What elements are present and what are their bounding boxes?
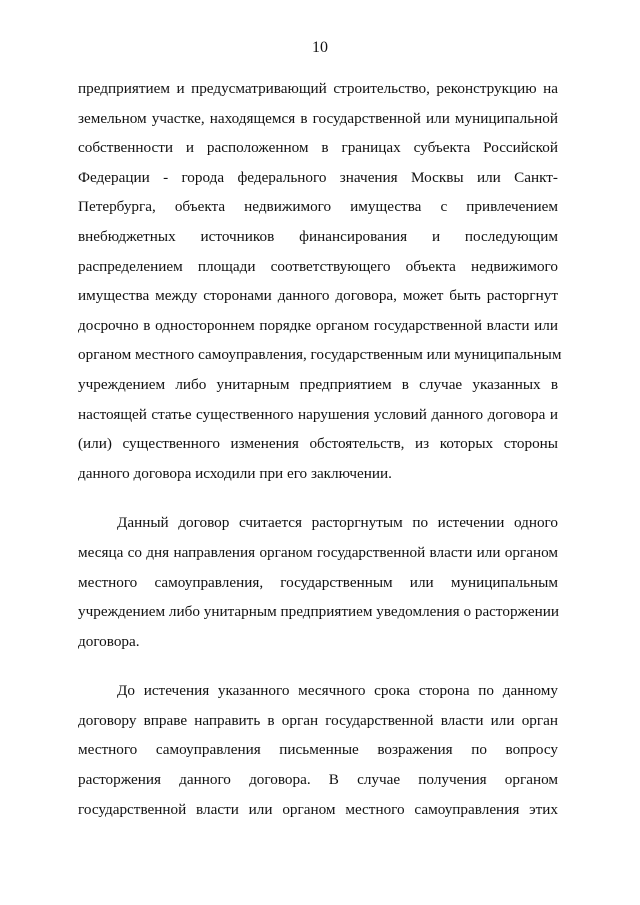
paragraph-2	[78, 508, 558, 656]
text-line: имущества между сторонами данного договора, может быть расторгнут	[78, 287, 558, 305]
document-body	[78, 74, 562, 824]
text-line: местного самоуправления, государственным или муниципальным	[78, 573, 558, 591]
text-line: предприятием и предусматривающий строительство, реконструкцию на	[78, 80, 558, 97]
page-number: 10	[312, 39, 328, 56]
text-line: Федерации - города федерального значения Москвы или Санкт-	[78, 168, 558, 186]
text-line: государственной власти или органом местного самоуправления этих	[78, 800, 558, 818]
text-line: досрочно в одностороннем порядке органом государственной власти или	[78, 316, 558, 334]
text-line: органом местного самоуправления, государственным или муниципальным	[78, 346, 562, 364]
text-line: договору вправе направить в орган государственной власти или орган	[78, 711, 558, 729]
text-line: учреждением либо унитарным предприятием в случае указанных в	[78, 375, 558, 393]
text-line: договора.	[78, 632, 140, 650]
text-line: местного самоуправления письменные возражения по вопросу	[78, 741, 558, 759]
text-line: Петербурга, объекта недвижимого имущества с привлечением	[78, 198, 558, 216]
text-line: собственности и расположенном в границах субъекта Российской	[78, 139, 558, 157]
paragraph-3	[78, 676, 558, 824]
text-line: настоящей статье существенного нарушения условий данного договора и	[78, 405, 558, 423]
text-line: распределением площади соответствующего объекта недвижимого	[78, 257, 558, 275]
text-line: учреждением либо унитарным предприятием уведомления о расторжении	[78, 603, 559, 621]
text-line: внебюджетных источников финансирования и последующим	[78, 227, 558, 245]
text-line: Данный договор считается расторгнутым по истечении одного	[117, 514, 558, 532]
paragraph-1	[78, 74, 562, 488]
text-line: месяца со дня направления органом государственной власти или органом	[78, 543, 558, 561]
text-line: земельном участке, находящемся в государственной или муниципальной	[78, 109, 558, 127]
text-line: До истечения указанного месячного срока сторона по данному	[117, 682, 558, 700]
text-line: (или) существенного изменения обстоятельств, из которых стороны	[78, 435, 558, 453]
text-line: данного договора исходили при его заключении.	[78, 464, 392, 482]
text-line: расторжения данного договора. В случае получения органом	[78, 771, 558, 789]
